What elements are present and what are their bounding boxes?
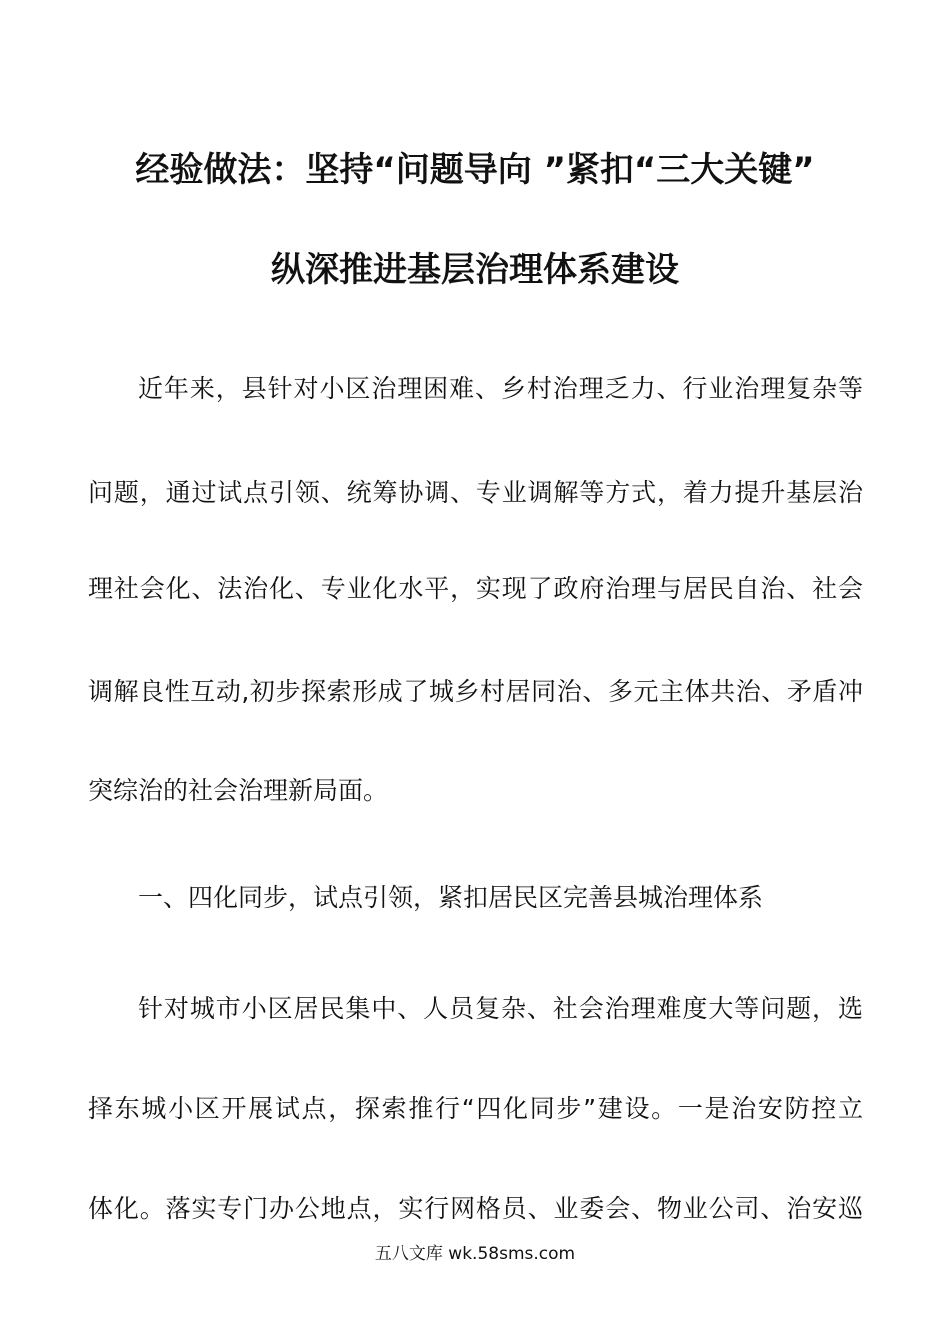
paragraph-1-line-4: 调解良性互动,初步探索形成了城乡村居同治、多元主体共治、矛盾冲 [88,677,863,706]
paragraph-1-line-5: 突综治的社会治理新局面。 [88,776,389,805]
paragraph-2-line-3: 体化。落实专门办公地点，实行网格员、业委会、物业公司、治安巡 [88,1194,863,1223]
section-heading-1: 一、四化同步，试点引领，紧扣居民区完善县城治理体系 [138,883,764,912]
paragraph-1-line-1: 近年来，县针对小区治理困难、乡村治理乏力、行业治理复杂等 [138,374,863,403]
paragraph-1-line-3: 理社会化、法治化、专业化水平，实现了政府治理与居民自治、社会 [88,574,863,603]
document-title-line-1: 经验做法：坚持“问题导向 ”紧扣“三大关键” [135,150,815,190]
document-title-line-2: 纵深推进基层治理体系建设 [271,250,679,290]
paragraph-2-line-2: 择东城小区开展试点，探索推行“四化同步”建设。一是治安防控立 [88,1094,863,1123]
paragraph-1-line-2: 问题，通过试点引领、统筹协调、专业调解等方式，着力提升基层治 [88,478,863,507]
footer-watermark: 五八文库 wk.58sms.com [374,1244,576,1264]
paragraph-2-line-1: 针对城市小区居民集中、人员复杂、社会治理难度大等问题，选 [138,994,863,1023]
